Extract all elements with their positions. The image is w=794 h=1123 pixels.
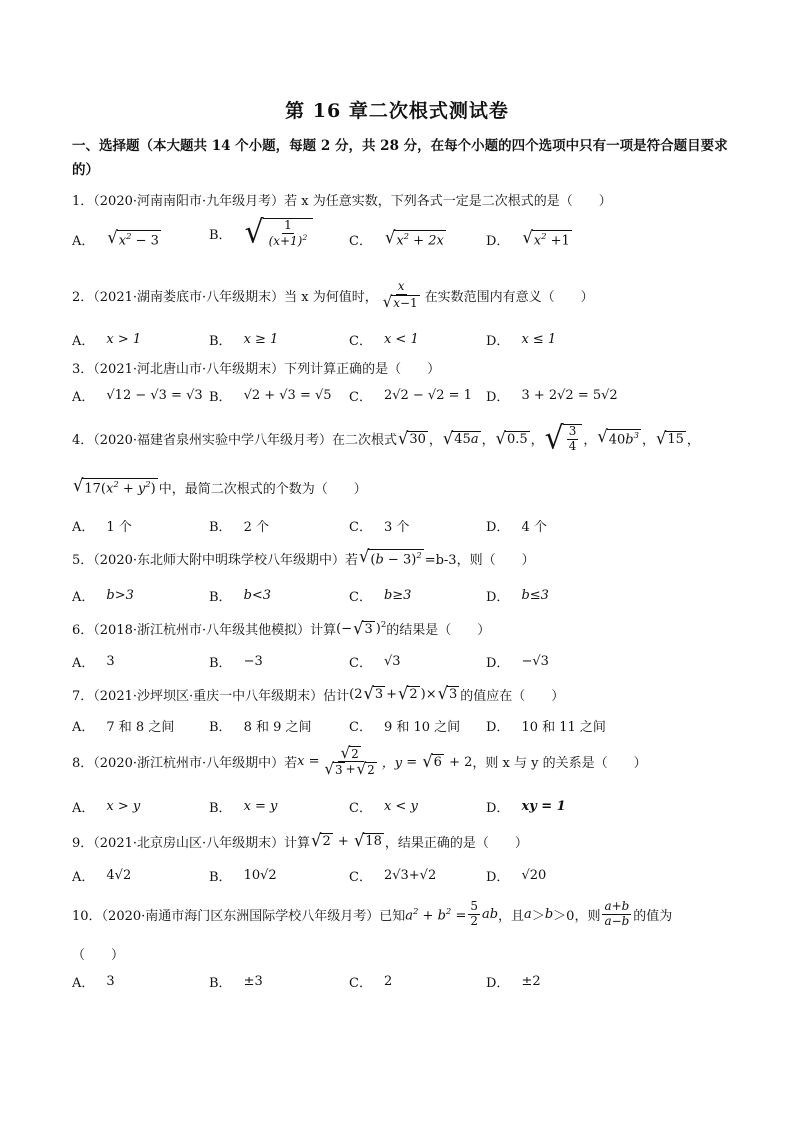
question-10-stem: 10．（2020·南通市海门区东洲国际学校八年级月考）已知 $a^2 + b^2$ = $\frac{5}{2}$ ab ，且 a ＞ b ＞0 ，则 $\frac{a+b}{a-b}$ 的值为 <box>72 899 673 928</box>
option-label: B． <box>209 520 232 535</box>
question-4-options <box>72 516 722 544</box>
q3-option-c[interactable]: C． 2√2 − √2 = 1 <box>349 388 472 405</box>
q3-option-d[interactable]: D． 3 + 2√2 = 5√2 <box>486 388 618 405</box>
question-9-options <box>72 866 722 894</box>
q9-option-c[interactable]: C． 2√3+√2 <box>349 868 437 885</box>
q8-option-d[interactable]: D． xy = 1 <box>486 799 566 816</box>
question-8-stem: 8．（2020·浙江杭州市·八年级期中）若 x = √ 2 √ 3 + √ 2 ，y = √ 6 + 2 ，则 x 与 y 的关系是（ ） <box>72 743 647 779</box>
option-label: B． <box>209 720 232 735</box>
option-label: C． <box>349 234 372 249</box>
q4-option-d[interactable]: D． 4 个 <box>486 516 547 535</box>
q6-option-c[interactable]: C． √3 <box>349 654 401 671</box>
option-label: A． <box>72 720 95 735</box>
q5-option-c[interactable]: C． b≥3 <box>349 588 412 605</box>
q3-option-b[interactable]: B． √2 + √3 = √5 <box>209 388 332 405</box>
q8-option-a[interactable]: A． x > y <box>72 799 141 816</box>
option-label: A． <box>72 390 95 405</box>
option-label: D． <box>486 870 510 885</box>
q4-option-c[interactable]: C． 3 个 <box>349 516 409 535</box>
question-5-stem: 5．（2020·东北师大附中明珠学校八年级期中）若 √ $(b - 3)^2$ =b-3，则（ ） <box>72 546 535 568</box>
question-8-options <box>72 797 722 825</box>
option-label: A． <box>72 520 95 535</box>
q7-option-b[interactable]: B． 8 和 9 之间 <box>209 716 312 735</box>
q8-option-b[interactable]: B． x = y <box>209 799 278 816</box>
option-label: D． <box>486 520 510 535</box>
q8-option-c[interactable]: C． x < y <box>349 799 418 816</box>
question-2-options <box>72 330 722 358</box>
option-label: D． <box>486 801 510 816</box>
q7-option-d[interactable]: D． 10 和 11 之间 <box>486 716 606 735</box>
q10-option-c[interactable]: C． 2 <box>349 974 393 991</box>
question-1-stem: 1．（2020·河南南阳市·九年级月考）若 x 为任意实数，下列各式一定是二次根式的是（ ） <box>72 194 612 209</box>
option-label: C． <box>349 870 372 885</box>
question-1-options <box>72 214 722 258</box>
option-label: C． <box>349 520 372 535</box>
question-3-stem: 3．（2021·河北唐山市·八年级期末）下列计算正确的是（ ） <box>72 362 441 377</box>
q2-fraction: x √ x−1 <box>382 279 418 312</box>
question-6-stem: 6．（2018·浙江杭州市·八年级其他模拟）计算 (− √ 3 )$^2$ 的结果是（ ） <box>72 618 491 639</box>
q7-option-a[interactable]: A． 7 和 8 之间 <box>72 716 174 735</box>
question-7-options <box>72 716 722 744</box>
option-label: C． <box>349 334 372 349</box>
q1-option-d[interactable]: D． √ $x^2 +1$ <box>486 227 570 249</box>
q6-option-a[interactable]: A． 3 <box>72 654 115 671</box>
question-5-options <box>72 586 722 614</box>
question-2-stem: 2．（2021·湖南娄底市·八年级期末）当 x 为何值时， x √ x−1 在实数范围内有意义（ ） <box>72 279 594 312</box>
question-4-stem-line2: √ $17(x^2 + y^2)$ 中，最简二次根式的个数为（ ） <box>73 475 367 497</box>
option-label: B． <box>209 870 232 885</box>
q10-option-a[interactable]: A． 3 <box>72 974 115 991</box>
q5-option-b[interactable]: B． b<3 <box>209 588 272 605</box>
option-label: A． <box>72 590 95 605</box>
q7-option-c[interactable]: C． 9 和 10 之间 <box>349 716 460 735</box>
option-label: B． <box>209 976 232 991</box>
q9-option-a[interactable]: A． 4√2 <box>72 868 132 885</box>
option-label: D． <box>486 390 510 405</box>
option-label: C． <box>349 390 372 405</box>
q9-option-b[interactable]: B． 10√2 <box>209 868 277 885</box>
question-7-stem: 7．（2021·沙坪坝区·重庆一中八年级期末）估计 (2 √ 3 + √ 2 )× √ 3 的值应在（ ） <box>72 683 565 704</box>
q2-option-b[interactable]: B． x ≥ 1 <box>209 332 279 349</box>
option-label: D． <box>486 590 510 605</box>
option-label: A． <box>72 801 95 816</box>
option-label: C． <box>349 801 372 816</box>
q10-option-d[interactable]: D． ±2 <box>486 974 541 991</box>
option-label: A． <box>72 234 95 249</box>
q4-option-b[interactable]: B． 2 个 <box>209 516 269 535</box>
q5-option-a[interactable]: A． b>3 <box>72 588 134 605</box>
q10-option-b[interactable]: B． ±3 <box>209 974 263 991</box>
q1-option-b[interactable]: B． √ $\frac{1}{(x+1)^2}$ <box>209 218 314 248</box>
option-label: A． <box>72 334 95 349</box>
option-label: B． <box>209 590 232 605</box>
q6-option-d[interactable]: D． −√3 <box>486 654 549 671</box>
q2-option-d[interactable]: D． x ≤ 1 <box>486 332 557 349</box>
option-label: D． <box>486 234 510 249</box>
q6-option-b[interactable]: B． −3 <box>209 654 263 671</box>
option-label: C． <box>349 590 372 605</box>
option-label: A． <box>72 976 95 991</box>
q2-option-a[interactable]: A． x > 1 <box>72 332 142 349</box>
option-label: D． <box>486 976 510 991</box>
page-title: 第 16 章二次根式测试卷 <box>285 100 509 122</box>
q1-option-a[interactable]: A． √ $x^2 - 3$ <box>72 227 159 249</box>
q3-option-a[interactable]: A． √12 − √3 = √3 <box>72 388 203 405</box>
option-label: D． <box>486 720 510 735</box>
q4-option-a[interactable]: A． 1 个 <box>72 516 132 535</box>
option-label: C． <box>349 656 372 671</box>
option-label: A． <box>72 870 95 885</box>
q5-option-d[interactable]: D． b≤3 <box>486 588 549 605</box>
option-label: B． <box>209 227 232 243</box>
option-label: B． <box>209 801 232 816</box>
option-label: D． <box>486 334 510 349</box>
q1-option-c[interactable]: C． √ $x^2 + 2x$ <box>349 227 444 249</box>
section-header: 一、选择题（本大题共 14 个小题，每题 2 分，共 28 分，在每个小题的四个选项中只有一项是符合题目要求的） <box>72 138 728 178</box>
option-label: C． <box>349 976 372 991</box>
option-label: A． <box>72 656 95 671</box>
option-label: C． <box>349 720 372 735</box>
question-10-stem-line2: （ ） <box>72 948 125 963</box>
q2-option-c[interactable]: C． x < 1 <box>349 332 419 349</box>
question-3-options <box>72 386 722 414</box>
question-6-options <box>72 652 722 680</box>
option-label: B． <box>209 656 232 671</box>
question-10-options <box>72 972 722 1000</box>
q9-option-d[interactable]: D． √20 <box>486 868 547 885</box>
option-label: D． <box>486 656 510 671</box>
question-9-stem: 9．（2021·北京房山区·八年级期末）计算 √ 2 + √ 18 ，结果正确的是（ ） <box>72 830 528 851</box>
option-label: B． <box>209 390 232 405</box>
question-4-stem: 4．（2020·福建省泉州实验中学八年级月考）在二次根式 √ 30 ， √ 45a ， √ 0.5 ， √ $\frac{3}{4}$ ， √ $40b^3$ ， √ 15 ， <box>72 420 700 457</box>
option-label: B． <box>209 334 232 349</box>
